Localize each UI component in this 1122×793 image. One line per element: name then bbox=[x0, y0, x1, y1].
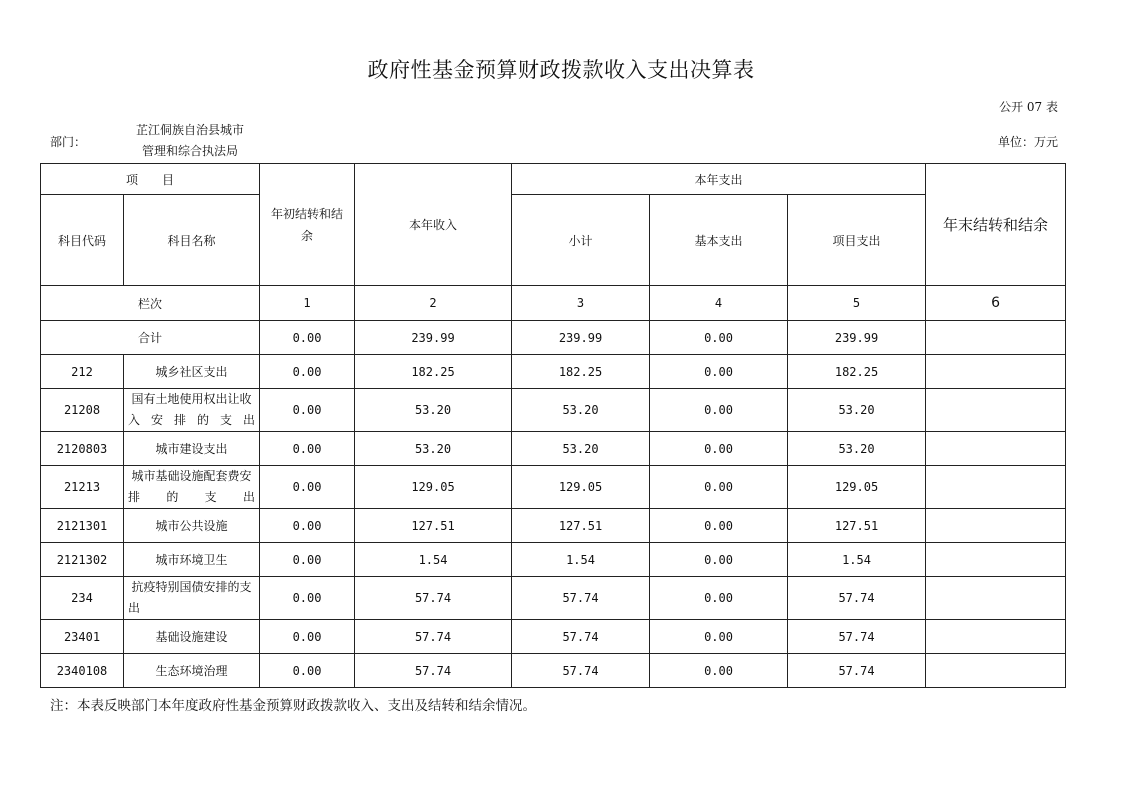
cell-begin: 0.00 bbox=[260, 466, 355, 509]
cell-income: 57.74 bbox=[355, 654, 512, 688]
table-row bbox=[41, 355, 1066, 389]
cell-end bbox=[926, 509, 1066, 543]
cell-income: 57.74 bbox=[355, 577, 512, 620]
cell-name: 城市环境卫生 bbox=[124, 543, 260, 577]
cell-project: 127.51 bbox=[788, 509, 926, 543]
cell-subtotal: 57.74 bbox=[512, 620, 650, 654]
cell-begin: 0.00 bbox=[260, 355, 355, 389]
department-name bbox=[120, 120, 260, 162]
cell-basic: 0.00 bbox=[650, 654, 788, 688]
cell-code: 21208 bbox=[41, 389, 124, 432]
header-code: 科目代码 bbox=[41, 195, 124, 286]
cell-project: 53.20 bbox=[788, 389, 926, 432]
cell-project: 53.20 bbox=[788, 432, 926, 466]
header-basic: 基本支出 bbox=[650, 195, 788, 286]
table-body bbox=[41, 164, 1066, 688]
cell-subtotal: 129.05 bbox=[512, 466, 650, 509]
cell-end bbox=[926, 543, 1066, 577]
cell-subtotal: 182.25 bbox=[512, 355, 650, 389]
cell-income: 127.51 bbox=[355, 509, 512, 543]
cell-project: 57.74 bbox=[788, 654, 926, 688]
department-name-line-2: 管理和综合执法局 bbox=[141, 144, 238, 158]
cell-income: 182.25 bbox=[355, 355, 512, 389]
header-begin-balance-text: 年初结转和结余 bbox=[271, 206, 344, 243]
header-expense-group: 本年支出 bbox=[512, 164, 926, 195]
header-end-balance: 年末结转和结余 bbox=[926, 164, 1066, 286]
table-row bbox=[41, 466, 1066, 509]
cell-income: 53.20 bbox=[355, 432, 512, 466]
cell-subtotal: 53.20 bbox=[512, 389, 650, 432]
cell-basic: 0.00 bbox=[650, 466, 788, 509]
header-name: 科目名称 bbox=[124, 195, 260, 286]
budget-table bbox=[40, 163, 1066, 688]
index-label: 栏次 bbox=[41, 286, 260, 321]
cell-basic: 0.00 bbox=[650, 620, 788, 654]
cell-project: 57.74 bbox=[788, 620, 926, 654]
cell-basic: 0.00 bbox=[650, 355, 788, 389]
index-4: 4 bbox=[650, 286, 788, 321]
cell-code: 23401 bbox=[41, 620, 124, 654]
cell-basic: 0.00 bbox=[650, 509, 788, 543]
cell-code: 212 bbox=[41, 355, 124, 389]
cell-name: 城市基础设施配套费安排的支出 bbox=[124, 466, 260, 509]
cell-end bbox=[926, 620, 1066, 654]
cell-code: 2340108 bbox=[41, 654, 124, 688]
total-label: 合计 bbox=[41, 321, 260, 355]
cell-end bbox=[926, 432, 1066, 466]
cell-project: 1.54 bbox=[788, 543, 926, 577]
cell-begin: 0.00 bbox=[260, 389, 355, 432]
cell-basic: 0.00 bbox=[650, 432, 788, 466]
cell-name: 抗疫特别国债安排的支出 bbox=[124, 577, 260, 620]
index-row bbox=[41, 286, 1066, 321]
total-begin: 0.00 bbox=[260, 321, 355, 355]
header-row-2 bbox=[41, 195, 1066, 286]
cell-project: 129.05 bbox=[788, 466, 926, 509]
table-row bbox=[41, 389, 1066, 432]
total-end bbox=[926, 321, 1066, 355]
header-begin-balance bbox=[260, 164, 355, 286]
cell-code: 2121302 bbox=[41, 543, 124, 577]
cell-basic: 0.00 bbox=[650, 543, 788, 577]
total-subtotal: 239.99 bbox=[512, 321, 650, 355]
total-project: 239.99 bbox=[788, 321, 926, 355]
cell-begin: 0.00 bbox=[260, 577, 355, 620]
cell-end bbox=[926, 466, 1066, 509]
cell-name: 城乡社区支出 bbox=[124, 355, 260, 389]
cell-subtotal: 57.74 bbox=[512, 577, 650, 620]
cell-subtotal: 53.20 bbox=[512, 432, 650, 466]
cell-name: 城市公共设施 bbox=[124, 509, 260, 543]
index-2: 2 bbox=[355, 286, 512, 321]
cell-end bbox=[926, 577, 1066, 620]
cell-code: 21213 bbox=[41, 466, 124, 509]
cell-end bbox=[926, 355, 1066, 389]
form-number: 公开 07 表 bbox=[999, 100, 1058, 114]
cell-name: 基础设施建设 bbox=[124, 620, 260, 654]
cell-income: 129.05 bbox=[355, 466, 512, 509]
index-3: 3 bbox=[512, 286, 650, 321]
cell-code: 234 bbox=[41, 577, 124, 620]
index-1: 1 bbox=[260, 286, 355, 321]
index-6: 6 bbox=[926, 286, 1066, 321]
cell-income: 1.54 bbox=[355, 543, 512, 577]
cell-project: 57.74 bbox=[788, 577, 926, 620]
cell-name: 生态环境治理 bbox=[124, 654, 260, 688]
cell-begin: 0.00 bbox=[260, 509, 355, 543]
table-row bbox=[41, 432, 1066, 466]
table-row bbox=[41, 543, 1066, 577]
cell-income: 57.74 bbox=[355, 620, 512, 654]
department-label: 部门： bbox=[50, 135, 87, 149]
cell-begin: 0.00 bbox=[260, 620, 355, 654]
cell-basic: 0.00 bbox=[650, 389, 788, 432]
header-project: 项目支出 bbox=[788, 195, 926, 286]
cell-project: 182.25 bbox=[788, 355, 926, 389]
cell-name: 国有土地使用权出让收入安排的支出 bbox=[124, 389, 260, 432]
cell-end bbox=[926, 389, 1066, 432]
index-5: 5 bbox=[788, 286, 926, 321]
header-item: 项 目 bbox=[41, 164, 260, 195]
unit-label: 单位：万元 bbox=[997, 135, 1058, 149]
report-title: 政府性基金预算财政拨款收入支出决算表 bbox=[367, 58, 755, 82]
cell-basic: 0.00 bbox=[650, 577, 788, 620]
cell-code: 2121301 bbox=[41, 509, 124, 543]
cell-begin: 0.00 bbox=[260, 654, 355, 688]
footnote: 注：本表反映部门本年度政府性基金预算财政拨款收入、支出及结转和结余情况。 bbox=[50, 698, 536, 714]
cell-subtotal: 127.51 bbox=[512, 509, 650, 543]
total-row bbox=[41, 321, 1066, 355]
header-income: 本年收入 bbox=[355, 164, 512, 286]
total-basic: 0.00 bbox=[650, 321, 788, 355]
cell-code: 2120803 bbox=[41, 432, 124, 466]
cell-name: 城市建设支出 bbox=[124, 432, 260, 466]
header-subtotal: 小计 bbox=[512, 195, 650, 286]
table-row bbox=[41, 509, 1066, 543]
table-row bbox=[41, 620, 1066, 654]
cell-begin: 0.00 bbox=[260, 543, 355, 577]
table-row bbox=[41, 654, 1066, 688]
cell-begin: 0.00 bbox=[260, 432, 355, 466]
cell-end bbox=[926, 654, 1066, 688]
total-income: 239.99 bbox=[355, 321, 512, 355]
department-name-line-1: 芷江侗族自治县城市 bbox=[135, 123, 244, 137]
cell-subtotal: 1.54 bbox=[512, 543, 650, 577]
cell-income: 53.20 bbox=[355, 389, 512, 432]
header-row-1 bbox=[41, 164, 1066, 195]
table-row bbox=[41, 577, 1066, 620]
cell-subtotal: 57.74 bbox=[512, 654, 650, 688]
